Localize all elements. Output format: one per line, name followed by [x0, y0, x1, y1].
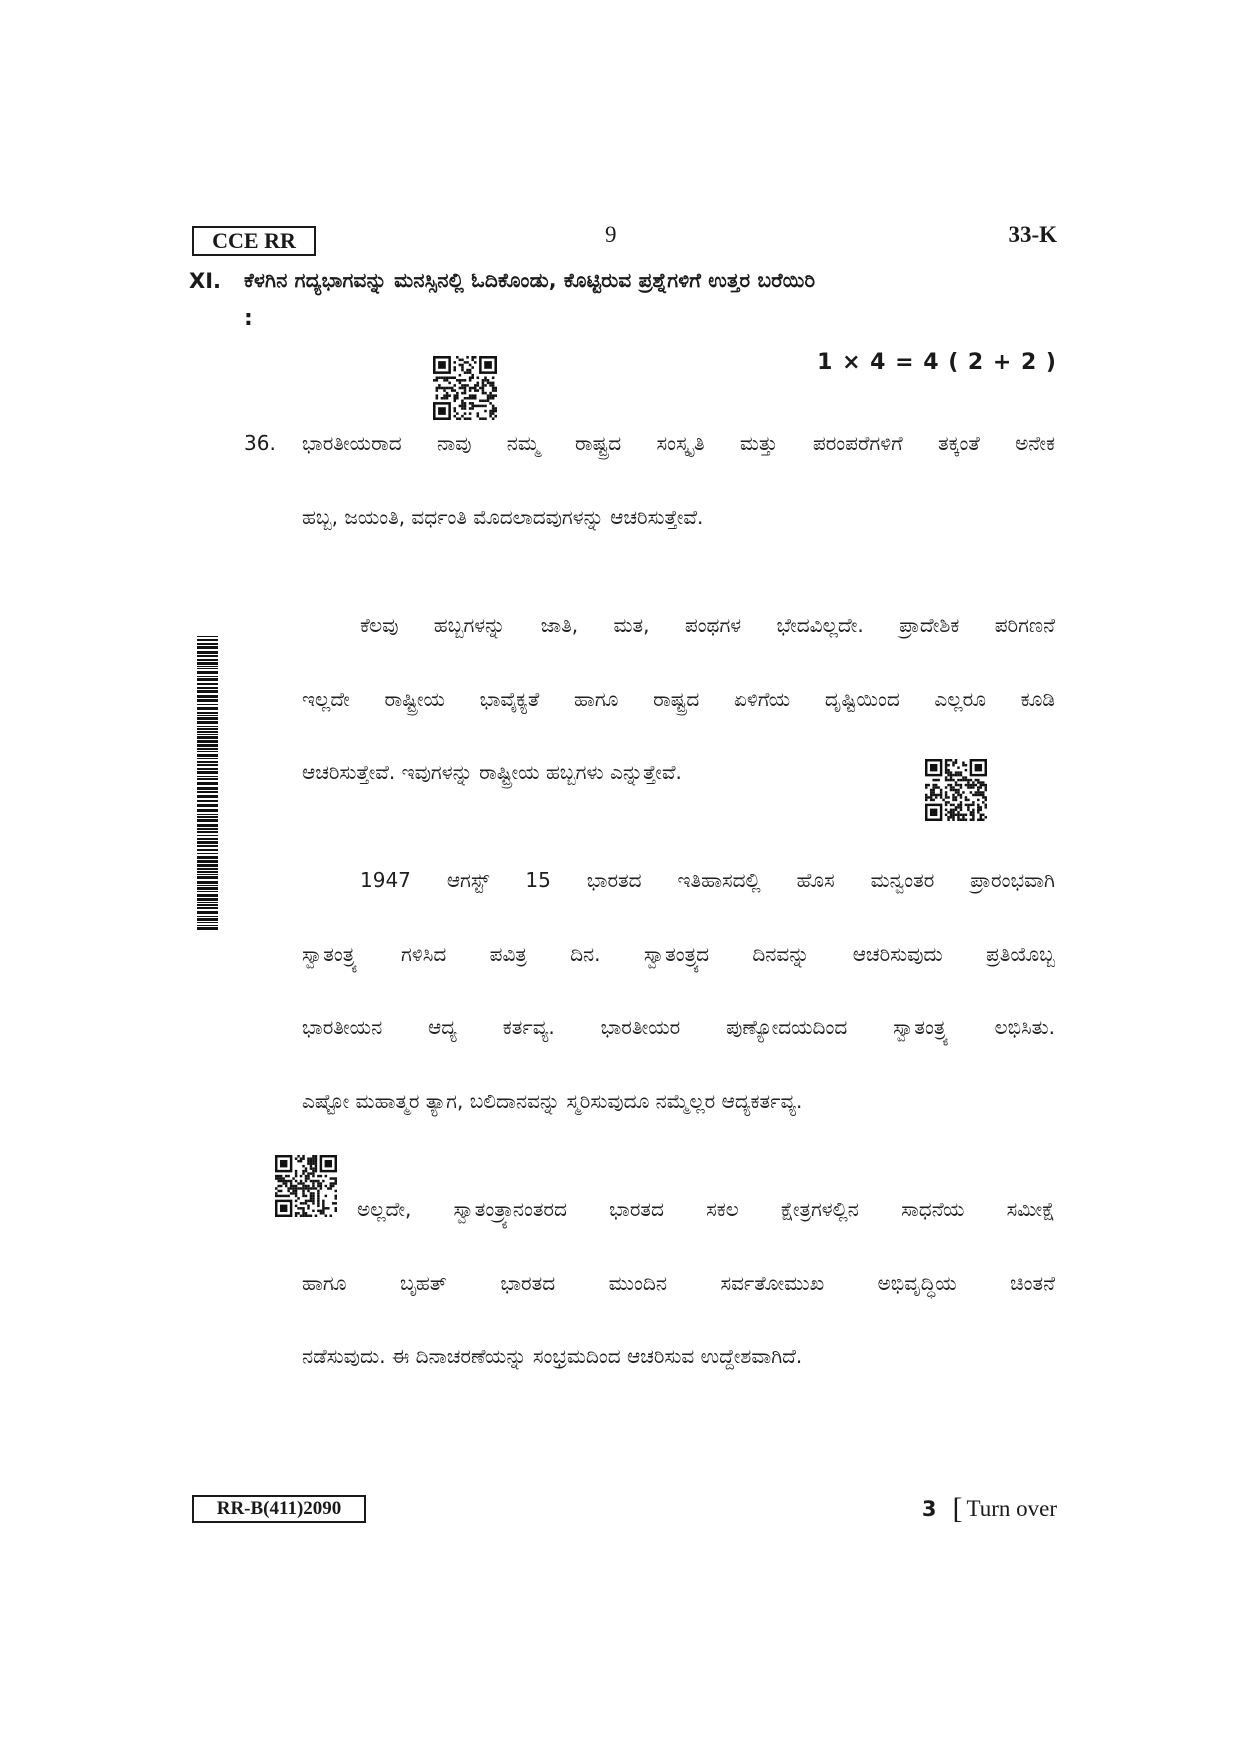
instruction-colon: :	[244, 306, 253, 331]
passage-line: ನಡೆಸುವುದು. ಈ ದಿನಾಚರಣೆಯನ್ನು ಸಂಭ್ರಮದಿಂದ ಆಚರಿಸುವ ಉದ್ದೇಶವಾಗಿದೆ.	[302, 1344, 803, 1368]
passage-line: ಹಾಗೂ ಬೃಹತ್ ಭಾರತದ ಮುಂದಿನ ಸರ್ವತೋಮುಖ ಅಭಿವೃದ್ಧಿಯ ಚಿಂತನೆ	[302, 1271, 1055, 1295]
qr-code-icon	[925, 759, 987, 821]
qr-code-icon	[275, 1155, 337, 1217]
section-number: XI.	[189, 269, 221, 293]
footer-turn-over	[922, 1492, 1057, 1526]
turn-over-label: Turn over	[966, 1496, 1057, 1521]
passage-line: ಸ್ವಾತಂತ್ರ್ಯ ಗಳಿಸಿದ ಪವಿತ್ರ ದಿನ. ಸ್ವಾತಂತ್ರ್ಯದ ದಿನವನ್ನು ಆಚರಿಸುವುದು ಪ್ರತಿಯೊಬ್ಬ	[302, 942, 1055, 966]
passage-line: ಕೆಲವು ಹಬ್ಬಗಳನ್ನು ಜಾತಿ, ಮತ, ಪಂಥಗಳ ಭೇದವಿಲ್ಲದೇ. ಪ್ರಾದೇಶಿಕ ಪರಿಗಣನೆ	[360, 613, 1055, 637]
paper-code: 33-K	[1008, 222, 1057, 247]
passage-line: 1947 ಆಗಸ್ಟ್ 15 ಭಾರತದ ಇತಿಹಾಸದಲ್ಲಿ ಹೊಸ ಮನ್ವಂತರ ಪ್ರಾರಂಭವಾಗಿ	[360, 868, 1055, 892]
page-number: 9	[605, 222, 617, 247]
passage-line: ಆಚರಿಸುತ್ತೇವೆ. ಇವುಗಳನ್ನು ರಾಷ್ಟ್ರೀಯ ಹಬ್ಬಗಳು ಎನ್ನುತ್ತೇವೆ.	[302, 760, 682, 784]
passage-line: ಹಬ್ಬ, ಜಯಂತಿ, ವರ್ಧಂತಿ ಮೊದಲಾದವುಗಳನ್ನು ಆಚರಿಸುತ್ತೇವೆ.	[302, 505, 704, 529]
qr-code-icon	[433, 356, 497, 420]
bracket-glyph: [	[952, 1492, 963, 1525]
section-instruction: ಕೆಳಗಿನ ಗದ್ಯಭಾಗವನ್ನು ಮನಸ್ಸಿನಲ್ಲಿ ಓದಿಕೊಂಡು, ಕೊಟ್ಟಿರುವ ಪ್ರಶ್ನೆಗಳಿಗೆ ಉತ್ತರ ಬರೆಯಿರಿ	[244, 268, 816, 292]
passage-line: ಇಲ್ಲದೇ ರಾಷ್ಟ್ರೀಯ ಭಾವೈಕ್ಯತೆ ಹಾಗೂ ರಾಷ್ಟ್ರದ ಏಳಿಗೆಯ ದೃಷ್ಟಿಯಿಂದ ಎಲ್ಲರೂ ಕೂಡಿ	[302, 687, 1055, 711]
marks-allocation: 1 × 4 = 4 ( 2 + 2 )	[817, 350, 1057, 375]
footer-page-number: 3	[921, 1497, 937, 1521]
question-number: 36.	[244, 431, 276, 455]
header-code-box: CCE RR	[192, 226, 316, 256]
footer-code-box: RR-B(411)2090	[192, 1495, 366, 1523]
passage-line: ಎಷ್ಟೋ ಮಹಾತ್ಮರ ತ್ಯಾಗ, ಬಲಿದಾನವನ್ನು ಸ್ಮರಿಸುವುದೂ ನಮ್ಮೆಲ್ಲರ ಆದ್ಯಕರ್ತವ್ಯ.	[302, 1089, 803, 1113]
passage-line: ಭಾರತೀಯನ ಆದ್ಯ ಕರ್ತವ್ಯ. ಭಾರತೀಯರ ಪುಣ್ಯೋದಯದಿಂದ ಸ್ವಾತಂತ್ರ್ಯ ಲಭಿಸಿತು.	[302, 1015, 1055, 1039]
passage-line: ಭಾರತೀಯರಾದ ನಾವು ನಮ್ಮ ರಾಷ್ಟ್ರದ ಸಂಸ್ಕೃತಿ ಮತ್ತು ಪರಂಪರೆಗಳಿಗೆ ತಕ್ಕಂತೆ ಅನೇಕ	[302, 431, 1055, 455]
passage-line: ಅಲ್ಲದೇ, ಸ್ವಾತಂತ್ರ್ಯಾನಂತರದ ಭಾರತದ ಸಕಲ ಕ್ಷೇತ್ರಗಳಲ್ಲಿನ ಸಾಧನೆಯ ಸಮೀಕ್ಷೆ	[357, 1197, 1055, 1221]
barcode-icon	[197, 636, 218, 930]
